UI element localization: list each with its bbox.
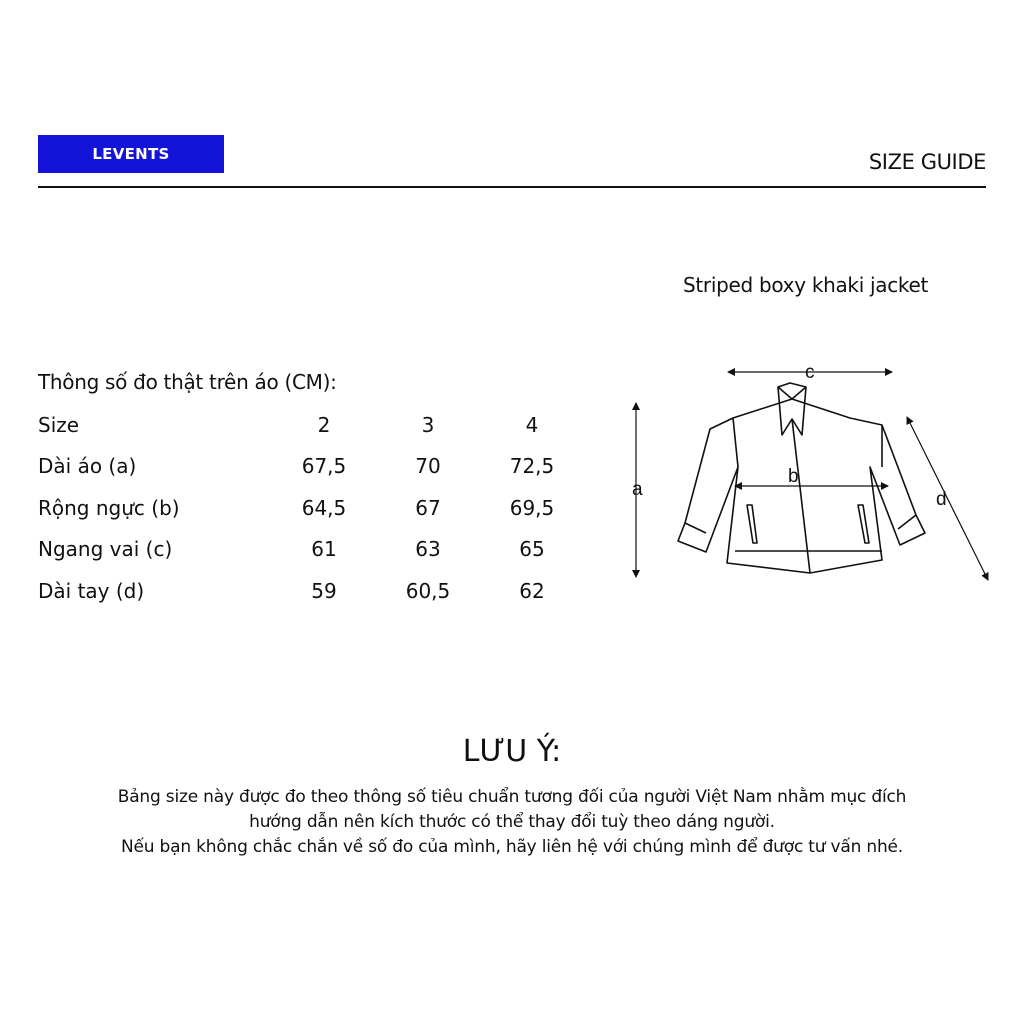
label-a: a — [632, 479, 643, 500]
row-label: Dài áo (a) — [38, 454, 137, 479]
table-cell: 62 — [519, 578, 545, 603]
measurement-arrows — [636, 372, 988, 580]
jacket-measurement-diagram — [620, 355, 1000, 605]
table-cell: 67 — [415, 495, 441, 520]
note-line: Nếu bạn không chắc chắn về số đo của mình, hãy liên hệ với chúng mình để được tư vấn nhé. — [120, 837, 904, 857]
page-title: SIZE GUIDE — [868, 150, 986, 174]
table-cell: 61 — [311, 537, 337, 562]
note-line: hướng dẫn nên kích thước có thể thay đổi tuỳ theo dáng người. — [249, 812, 775, 832]
table-header-row — [38, 404, 584, 446]
spec-heading: Thông số đo thật trên áo (CM): — [38, 370, 337, 394]
note-body — [0, 785, 1024, 860]
row-label: Ngang vai (c) — [38, 537, 173, 562]
arrow-d — [907, 417, 988, 580]
table-cell: 65 — [519, 537, 545, 562]
column-header: 3 — [421, 412, 435, 437]
column-header: 2 — [317, 412, 331, 437]
header-divider — [38, 186, 986, 188]
table-cell: 70 — [415, 454, 441, 479]
row-label: Rộng ngực (b) — [38, 495, 180, 520]
table-cell: 63 — [415, 537, 441, 562]
table-cell: 59 — [311, 578, 337, 603]
table-cell: 67,5 — [301, 454, 347, 479]
label-c: c — [805, 362, 815, 383]
table-row — [38, 529, 584, 571]
table-row — [38, 570, 584, 612]
row-label: Dài tay (d) — [38, 578, 145, 603]
table-cell: 72,5 — [509, 454, 555, 479]
label-b: b — [788, 466, 799, 487]
table-cell: 64,5 — [301, 495, 347, 520]
note-line: Bảng size này được đo theo thông số tiêu chuẩn tương đối của người Việt Nam nhằm mục đích — [117, 787, 907, 807]
table-cell: 60,5 — [405, 578, 451, 603]
column-header: 4 — [525, 412, 539, 437]
note-title: LƯU Ý: — [462, 734, 562, 769]
table-row — [38, 446, 584, 488]
jacket-outline — [678, 383, 925, 573]
column-header: Size — [38, 412, 80, 437]
table-cell: 69,5 — [509, 495, 555, 520]
product-name: Striped boxy khaki jacket — [683, 273, 929, 297]
measurement-labels — [632, 362, 947, 510]
size-table — [38, 404, 584, 612]
table-row — [38, 487, 584, 529]
label-d: d — [936, 489, 947, 510]
brand-logo: LEVENTS — [38, 135, 224, 173]
